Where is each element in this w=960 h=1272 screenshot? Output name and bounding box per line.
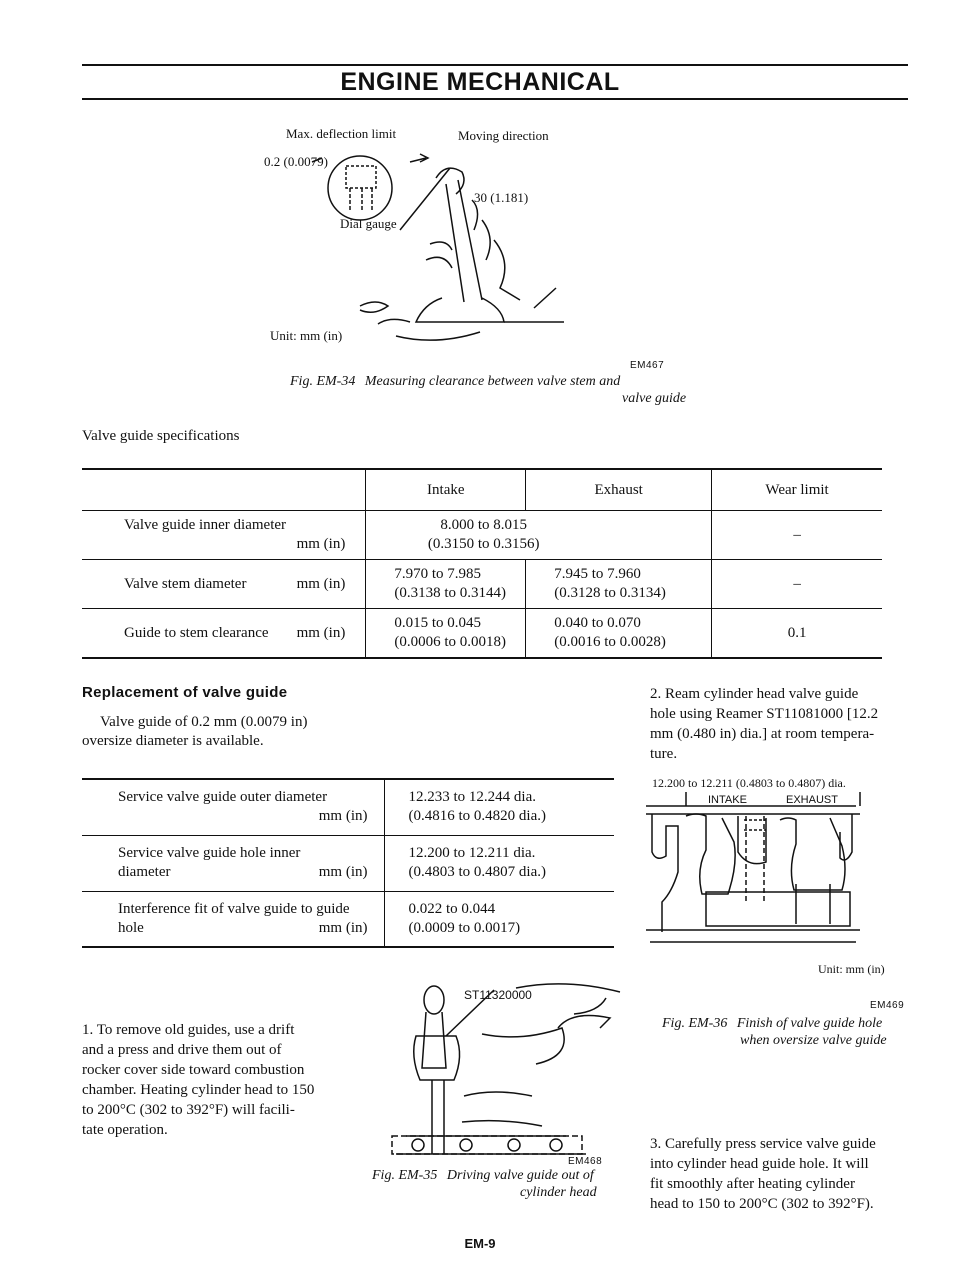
table-header-row (82, 469, 882, 511)
param-line2: diameter (118, 864, 171, 880)
wear-cell: – (712, 560, 882, 609)
param-cell (82, 779, 384, 835)
row-label-cell (82, 609, 366, 659)
caption-number: Fig. EM-36 (662, 1016, 728, 1031)
page-number: EM-9 (464, 1236, 496, 1251)
dial-gauge-drawing (250, 140, 610, 350)
param-line2: hole (118, 919, 144, 936)
valve-guide-spec-table (82, 468, 882, 659)
row-unit: mm (in) (296, 624, 346, 641)
step1-line: rocker cover side toward combustion (82, 1062, 305, 1078)
label-max-deflection: Max. deflection limit (286, 126, 397, 141)
param-line1: Service valve guide outer diameter (118, 789, 328, 806)
step3-line: head to 150 to 200°C (302 to 392°F). (650, 1196, 874, 1212)
header-cell-intake: Intake (366, 469, 526, 511)
label-exhaust: EXHAUST (786, 794, 838, 806)
label-intake: INTAKE (708, 794, 747, 806)
caption-line1: Driving valve guide out of (446, 1168, 594, 1183)
value-cell (384, 891, 614, 947)
caption-line2: cylinder head (520, 1185, 597, 1200)
table-row (82, 835, 614, 891)
value-cell (384, 835, 614, 891)
spec-heading: Valve guide specifications (82, 428, 240, 444)
param-unit: mm (in) (318, 919, 368, 936)
value-line2: (0.4816 to 0.4820 dia.) (408, 808, 546, 825)
value-line1: 0.040 to 0.070 (554, 615, 641, 631)
param-line1: Interference fit of valve guide to guide (118, 900, 350, 917)
value-line2: (0.3128 to 0.3134) (554, 585, 666, 601)
figure-code: EM469 (870, 1000, 905, 1011)
table-row (82, 560, 882, 609)
step2-line: hole using Reamer ST11081000 [12.2 (650, 706, 879, 722)
label-dimension: 30 (1.181) (474, 190, 529, 205)
step2-line: mm (0.480 in) dia.] at room tempera- (650, 726, 875, 742)
step3-paragraph (650, 1134, 912, 1214)
table-row (82, 891, 614, 947)
label-moving-direction: Moving direction (458, 128, 549, 143)
page-title: ENGINE MECHANICAL (340, 68, 620, 96)
tool-label: ST11320000 (464, 988, 532, 1002)
value-line1: 12.233 to 12.244 dia. (408, 789, 536, 806)
figure-code: EM467 (630, 360, 665, 371)
value-line2: (0.4803 to 0.4807 dia.) (408, 864, 546, 880)
row-label-cell (82, 511, 366, 560)
param-cell (82, 891, 384, 947)
row-label: Guide to stem clearance (124, 624, 269, 641)
header-rule-bottom (82, 98, 908, 100)
table-row (82, 609, 882, 659)
table-row (82, 511, 882, 560)
step1-paragraph (82, 1020, 344, 1140)
value-line1: 7.945 to 7.960 (554, 566, 641, 582)
param-cell (82, 835, 384, 891)
intake-cell (366, 609, 526, 659)
row-label: Valve guide inner diameter (124, 517, 287, 533)
label-unit: Unit: mm (in) (270, 328, 343, 343)
row-unit: mm (in) (296, 536, 346, 552)
value-line2: (0.3150 to 0.3156) (427, 536, 540, 552)
value-line1: 8.000 to 8.015 (440, 517, 528, 533)
row-label-cell (82, 560, 366, 609)
label-unit: Unit: mm (in) (818, 962, 885, 976)
param-unit: mm (in) (318, 808, 368, 825)
param-line1: Service valve guide hole inner (118, 845, 301, 861)
step1-line: 1. To remove old guides, use a drift (82, 1022, 295, 1038)
header-cell-wear-limit: Wear limit (712, 469, 882, 511)
drift-drawing (366, 976, 626, 1172)
figure-caption (372, 1168, 594, 1184)
param-unit: mm (in) (318, 864, 368, 880)
step3-line: fit smoothly after heating cylinder (650, 1176, 855, 1192)
dimension-label: 12.200 to 12.211 (0.4803 to 0.4807) dia. (652, 776, 846, 790)
value-line2: (0.0006 to 0.0018) (394, 634, 507, 650)
wear-cell: – (712, 511, 882, 560)
value-line1: 0.022 to 0.044 (408, 900, 496, 917)
shared-value-cell (366, 511, 712, 560)
value-cell (384, 779, 614, 835)
step2-line: ture. (650, 746, 678, 762)
table-row (82, 779, 614, 835)
intro-line2: oversize diameter is available. (82, 733, 264, 749)
step2-paragraph (650, 684, 912, 764)
label-dial-gauge: Dial gauge (340, 216, 397, 231)
row-unit: mm (in) (296, 575, 346, 592)
wear-cell: 0.1 (712, 609, 882, 659)
caption-line1: Finish of valve guide hole (736, 1016, 883, 1031)
step1-line: to 200°C (302 to 392°F) will facili- (82, 1102, 295, 1118)
step1-line: chamber. Heating cylinder head to 150 (82, 1082, 315, 1098)
value-line2: (0.0009 to 0.0017) (408, 919, 521, 936)
figure-code: EM468 (568, 1156, 603, 1167)
header-cell-exhaust: Exhaust (526, 469, 712, 511)
step1-line: and a press and drive them out of (82, 1042, 282, 1058)
value-line1: 12.200 to 12.211 dia. (408, 845, 536, 861)
step3-line: into cylinder head guide hole. It will (650, 1156, 869, 1172)
value-line1: 7.970 to 7.985 (394, 566, 482, 582)
step1-line: tate operation. (82, 1122, 168, 1138)
label-limit-value: 0.2 (0.0079) (264, 154, 328, 169)
caption-number: Fig. EM-35 (372, 1168, 438, 1183)
caption-line1: Measuring clearance between valve stem and (364, 374, 621, 389)
figure-caption (662, 1016, 882, 1032)
header-rule-top (82, 64, 908, 66)
value-line1: 0.015 to 0.045 (394, 615, 482, 631)
caption-line2: valve guide (622, 391, 687, 406)
caption-number: Fig. EM-34 (290, 374, 356, 389)
step3-line: 3. Carefully press service valve guide (650, 1136, 876, 1152)
figure-caption (290, 374, 620, 390)
exhaust-cell (526, 609, 712, 659)
service-guide-table (82, 778, 614, 948)
intake-cell (366, 560, 526, 609)
intro-line1: Valve guide of 0.2 mm (0.0079 in) (100, 714, 308, 730)
section-heading: Replacement of valve guide (82, 684, 288, 701)
header-cell-empty (82, 469, 366, 511)
cylinder-head-section-drawing (646, 792, 868, 944)
exhaust-cell (526, 560, 712, 609)
row-label: Valve stem diameter (124, 575, 247, 592)
caption-line2: when oversize valve guide (740, 1033, 887, 1048)
step2-line: 2. Ream cylinder head valve guide (650, 686, 859, 702)
value-line2: (0.3138 to 0.3144) (394, 585, 507, 601)
value-line2: (0.0016 to 0.0028) (554, 634, 666, 650)
